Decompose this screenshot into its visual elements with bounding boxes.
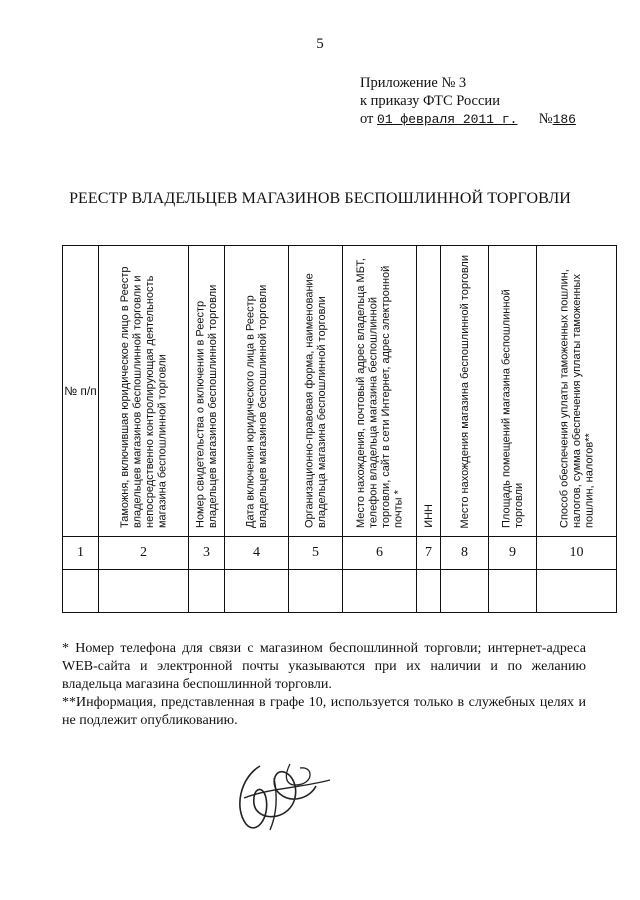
annex-number: 186 bbox=[552, 112, 576, 127]
empty-cell bbox=[489, 570, 537, 613]
column-number: 5 bbox=[289, 537, 343, 570]
header-cell: ИНН bbox=[417, 246, 441, 537]
annex-line-1: Приложение № 3 bbox=[360, 75, 467, 91]
document-title: РЕЕСТР ВЛАДЕЛЬЦЕВ МАГАЗИНОВ БЕСПОШЛИННОЙ ТОРГОВЛИ bbox=[69, 190, 571, 207]
column-number: 8 bbox=[441, 537, 489, 570]
column-number: 9 bbox=[489, 537, 537, 570]
annex-from-label: от bbox=[360, 111, 374, 127]
annex-date: 01 февраля 2011 г. bbox=[377, 112, 518, 127]
column-number: 6 bbox=[343, 537, 417, 570]
column-number: 3 bbox=[189, 537, 225, 570]
empty-cell bbox=[441, 570, 489, 613]
column-number: 4 bbox=[225, 537, 289, 570]
column-number: 10 bbox=[537, 537, 617, 570]
header-cell: Площадь помещений магазина беспошлинной торговли bbox=[489, 246, 537, 537]
empty-cell bbox=[63, 570, 99, 613]
empty-cell bbox=[289, 570, 343, 613]
signature bbox=[230, 758, 340, 838]
header-cell: Организационно-правовая форма, наименование владельца магазина беспошлинной торговли bbox=[289, 246, 343, 537]
empty-cell bbox=[189, 570, 225, 613]
header-cell: Место нахождения, почтовый адрес владельца МБТ, телефон владельца магазина беспошлинной торговли, сайт в сети Интернет, адрес электронной почты * bbox=[343, 246, 417, 537]
header-row bbox=[63, 246, 617, 537]
annex-line-3 bbox=[360, 110, 576, 129]
column-number-row bbox=[63, 537, 617, 570]
header-cell: № п/п bbox=[63, 246, 99, 537]
footnote-2: **Информация, представленная в графе 10, используется только в служебных целях и не подлежит опубликованию. bbox=[62, 695, 586, 728]
empty-cell bbox=[537, 570, 617, 613]
annex-block bbox=[360, 74, 576, 129]
empty-data-row bbox=[63, 570, 617, 613]
empty-cell bbox=[417, 570, 441, 613]
header-cell: Способ обеспечения уплаты таможенных пошлин, налогов, сумма обеспечения уплаты таможенных пошлин, налогов** bbox=[537, 246, 617, 537]
footnote-1: * Номер телефона для связи с магазином беспошлинной торговли; интернет-адреса WEB-сайта и электронной почты указываются при их наличии и по желанию владельца магазина беспошлинной торговли. bbox=[62, 641, 586, 692]
empty-cell bbox=[343, 570, 417, 613]
header-cell: Место нахождения магазина беспошлинной торговли bbox=[441, 246, 489, 537]
empty-cell bbox=[225, 570, 289, 613]
header-cell: Номер свидетельства о включении в Реестр владельцев магазинов беспошлинной торговли bbox=[189, 246, 225, 537]
header-cell: Дата включения юридического лица в Реестр владельцев магазинов беспошлинной торговли bbox=[225, 246, 289, 537]
column-number: 1 bbox=[63, 537, 99, 570]
annex-num-label: № bbox=[538, 111, 553, 127]
registry-table bbox=[62, 245, 617, 613]
annex-line-2: к приказу ФТС России bbox=[360, 93, 500, 109]
footnotes bbox=[62, 640, 586, 730]
header-cell: Таможня, включившая юридическое лицо в Реестр владельцев магазинов беспошлинной торговли и непосредственно контролирующая деятельность магазина беспошлинной торговли bbox=[99, 246, 189, 537]
empty-cell bbox=[99, 570, 189, 613]
page-number: 5 bbox=[316, 36, 324, 52]
column-number: 2 bbox=[99, 537, 189, 570]
column-number: 7 bbox=[417, 537, 441, 570]
